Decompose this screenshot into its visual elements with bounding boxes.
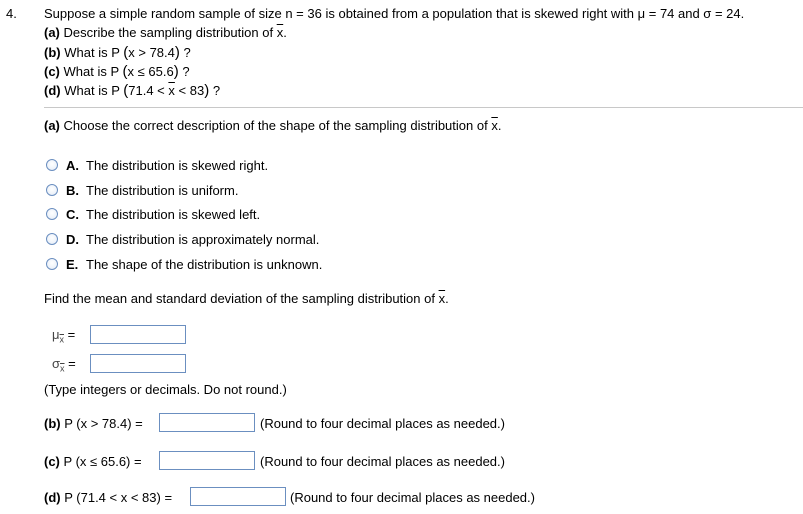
answer-c-label: (c) (44, 454, 60, 469)
option-b[interactable] (46, 181, 238, 199)
xbar-symbol: $\overline{x}$ (276, 25, 284, 40)
equals: = (67, 327, 76, 342)
option-letter: B. (66, 182, 79, 198)
option-text: The distribution is uniform. (86, 182, 239, 198)
answer-c-input[interactable] (159, 451, 255, 470)
xbar-symbol: $\overline{x}$ (491, 118, 498, 133)
answer-b-line (44, 416, 143, 431)
sigma-symbol: σ (52, 356, 61, 371)
answer-b-input[interactable] (159, 413, 255, 432)
qmark: ? (183, 45, 191, 60)
option-a[interactable] (46, 156, 268, 174)
answer-c-line (44, 454, 142, 469)
part-b-expr: x > 78.4 (128, 45, 175, 60)
option-letter: A. (66, 157, 79, 173)
qmark: ? (212, 83, 221, 98)
xbar-sub: x (60, 363, 65, 374)
section-a-text: Choose the correct description of the shape of the sampling distribution of (63, 118, 488, 133)
xbar-sub: x (59, 334, 64, 345)
answer-d-line (44, 490, 172, 505)
sigma-xbar-input[interactable] (90, 354, 186, 373)
mean-sd-text: Find the mean and standard deviation of the sampling distribution of (44, 291, 435, 306)
sigma-xbar-label (52, 356, 76, 374)
section-a-label: (a) (44, 118, 60, 133)
answer-b-label: (b) (44, 416, 61, 431)
answer-d-label: (d) (44, 490, 61, 505)
part-d-expr-pre: 71.4 < (128, 83, 165, 98)
mu-symbol: μ (52, 327, 60, 342)
part-c-line: (c) What is P (x ≤ 65.6) ? (44, 63, 190, 80)
round-hint: (Round to four decimal places as needed.) (290, 490, 535, 505)
part-a-text: Describe the sampling distribution of (63, 25, 274, 40)
option-text: The distribution is skewed left. (86, 206, 261, 222)
mu-xbar-input[interactable] (90, 325, 186, 344)
xbar-symbol: $\overline{x}$ (438, 291, 446, 306)
round-hint: (Round to four decimal places as needed.) (260, 416, 505, 431)
option-c[interactable] (46, 205, 260, 223)
question-prompt: Suppose a simple random sample of size n = 36 is obtained from a population that is skewed right with μ = 74 and σ = 24. (44, 6, 745, 21)
option-letter: E. (66, 256, 79, 272)
part-d-text: What is P (64, 83, 120, 98)
option-text: The shape of the distribution is unknown. (86, 256, 323, 272)
radio-button[interactable] (46, 208, 58, 220)
answer-d-input[interactable] (190, 487, 286, 506)
period: . (445, 291, 449, 306)
type-hint: (Type integers or decimals. Do not round.) (44, 382, 287, 397)
part-a-line (44, 25, 287, 40)
mu-xbar-label (52, 327, 75, 345)
xbar-symbol: $\overline{x}$ (168, 83, 175, 98)
part-c-label: (c) (44, 64, 60, 79)
option-letter: D. (66, 231, 79, 247)
equals: = (68, 356, 76, 371)
part-b-text: What is P (64, 45, 120, 60)
answer-d-expr: P (71.4 < x < 83) = (64, 490, 173, 505)
part-d-label: (d) (44, 83, 61, 98)
option-text: The distribution is skewed right. (86, 157, 269, 173)
option-text: The distribution is approximately normal. (86, 231, 320, 247)
radio-button[interactable] (46, 159, 58, 171)
section-divider (44, 107, 803, 108)
answer-c-expr: P (x ≤ 65.6) = (63, 454, 142, 469)
option-letter: C. (66, 206, 79, 222)
part-a-label: (a) (44, 25, 60, 40)
round-hint: (Round to four decimal places as needed.) (260, 454, 505, 469)
qmark: ? (182, 64, 190, 79)
part-d-expr-post: < 83 (178, 83, 205, 98)
option-e[interactable] (46, 255, 322, 273)
mean-sd-prompt (44, 291, 449, 306)
radio-button[interactable] (46, 258, 58, 270)
answer-b-expr: P (x > 78.4) = (64, 416, 143, 431)
radio-button[interactable] (46, 184, 58, 196)
part-c-text: What is P (63, 64, 119, 79)
part-c-expr: x ≤ 65.6 (127, 64, 174, 79)
part-b-line: (b) What is P (x > 78.4) ? (44, 44, 191, 61)
section-a-prompt (44, 118, 501, 133)
question-number: 4. (6, 6, 17, 21)
part-d-line: (d) What is P $(71.4 < \overline{x} < 83)$ ? (44, 82, 221, 99)
part-b-label: (b) (44, 45, 61, 60)
radio-button[interactable] (46, 233, 58, 245)
option-d[interactable] (46, 230, 319, 248)
period: . (283, 25, 287, 40)
period: . (497, 118, 502, 133)
